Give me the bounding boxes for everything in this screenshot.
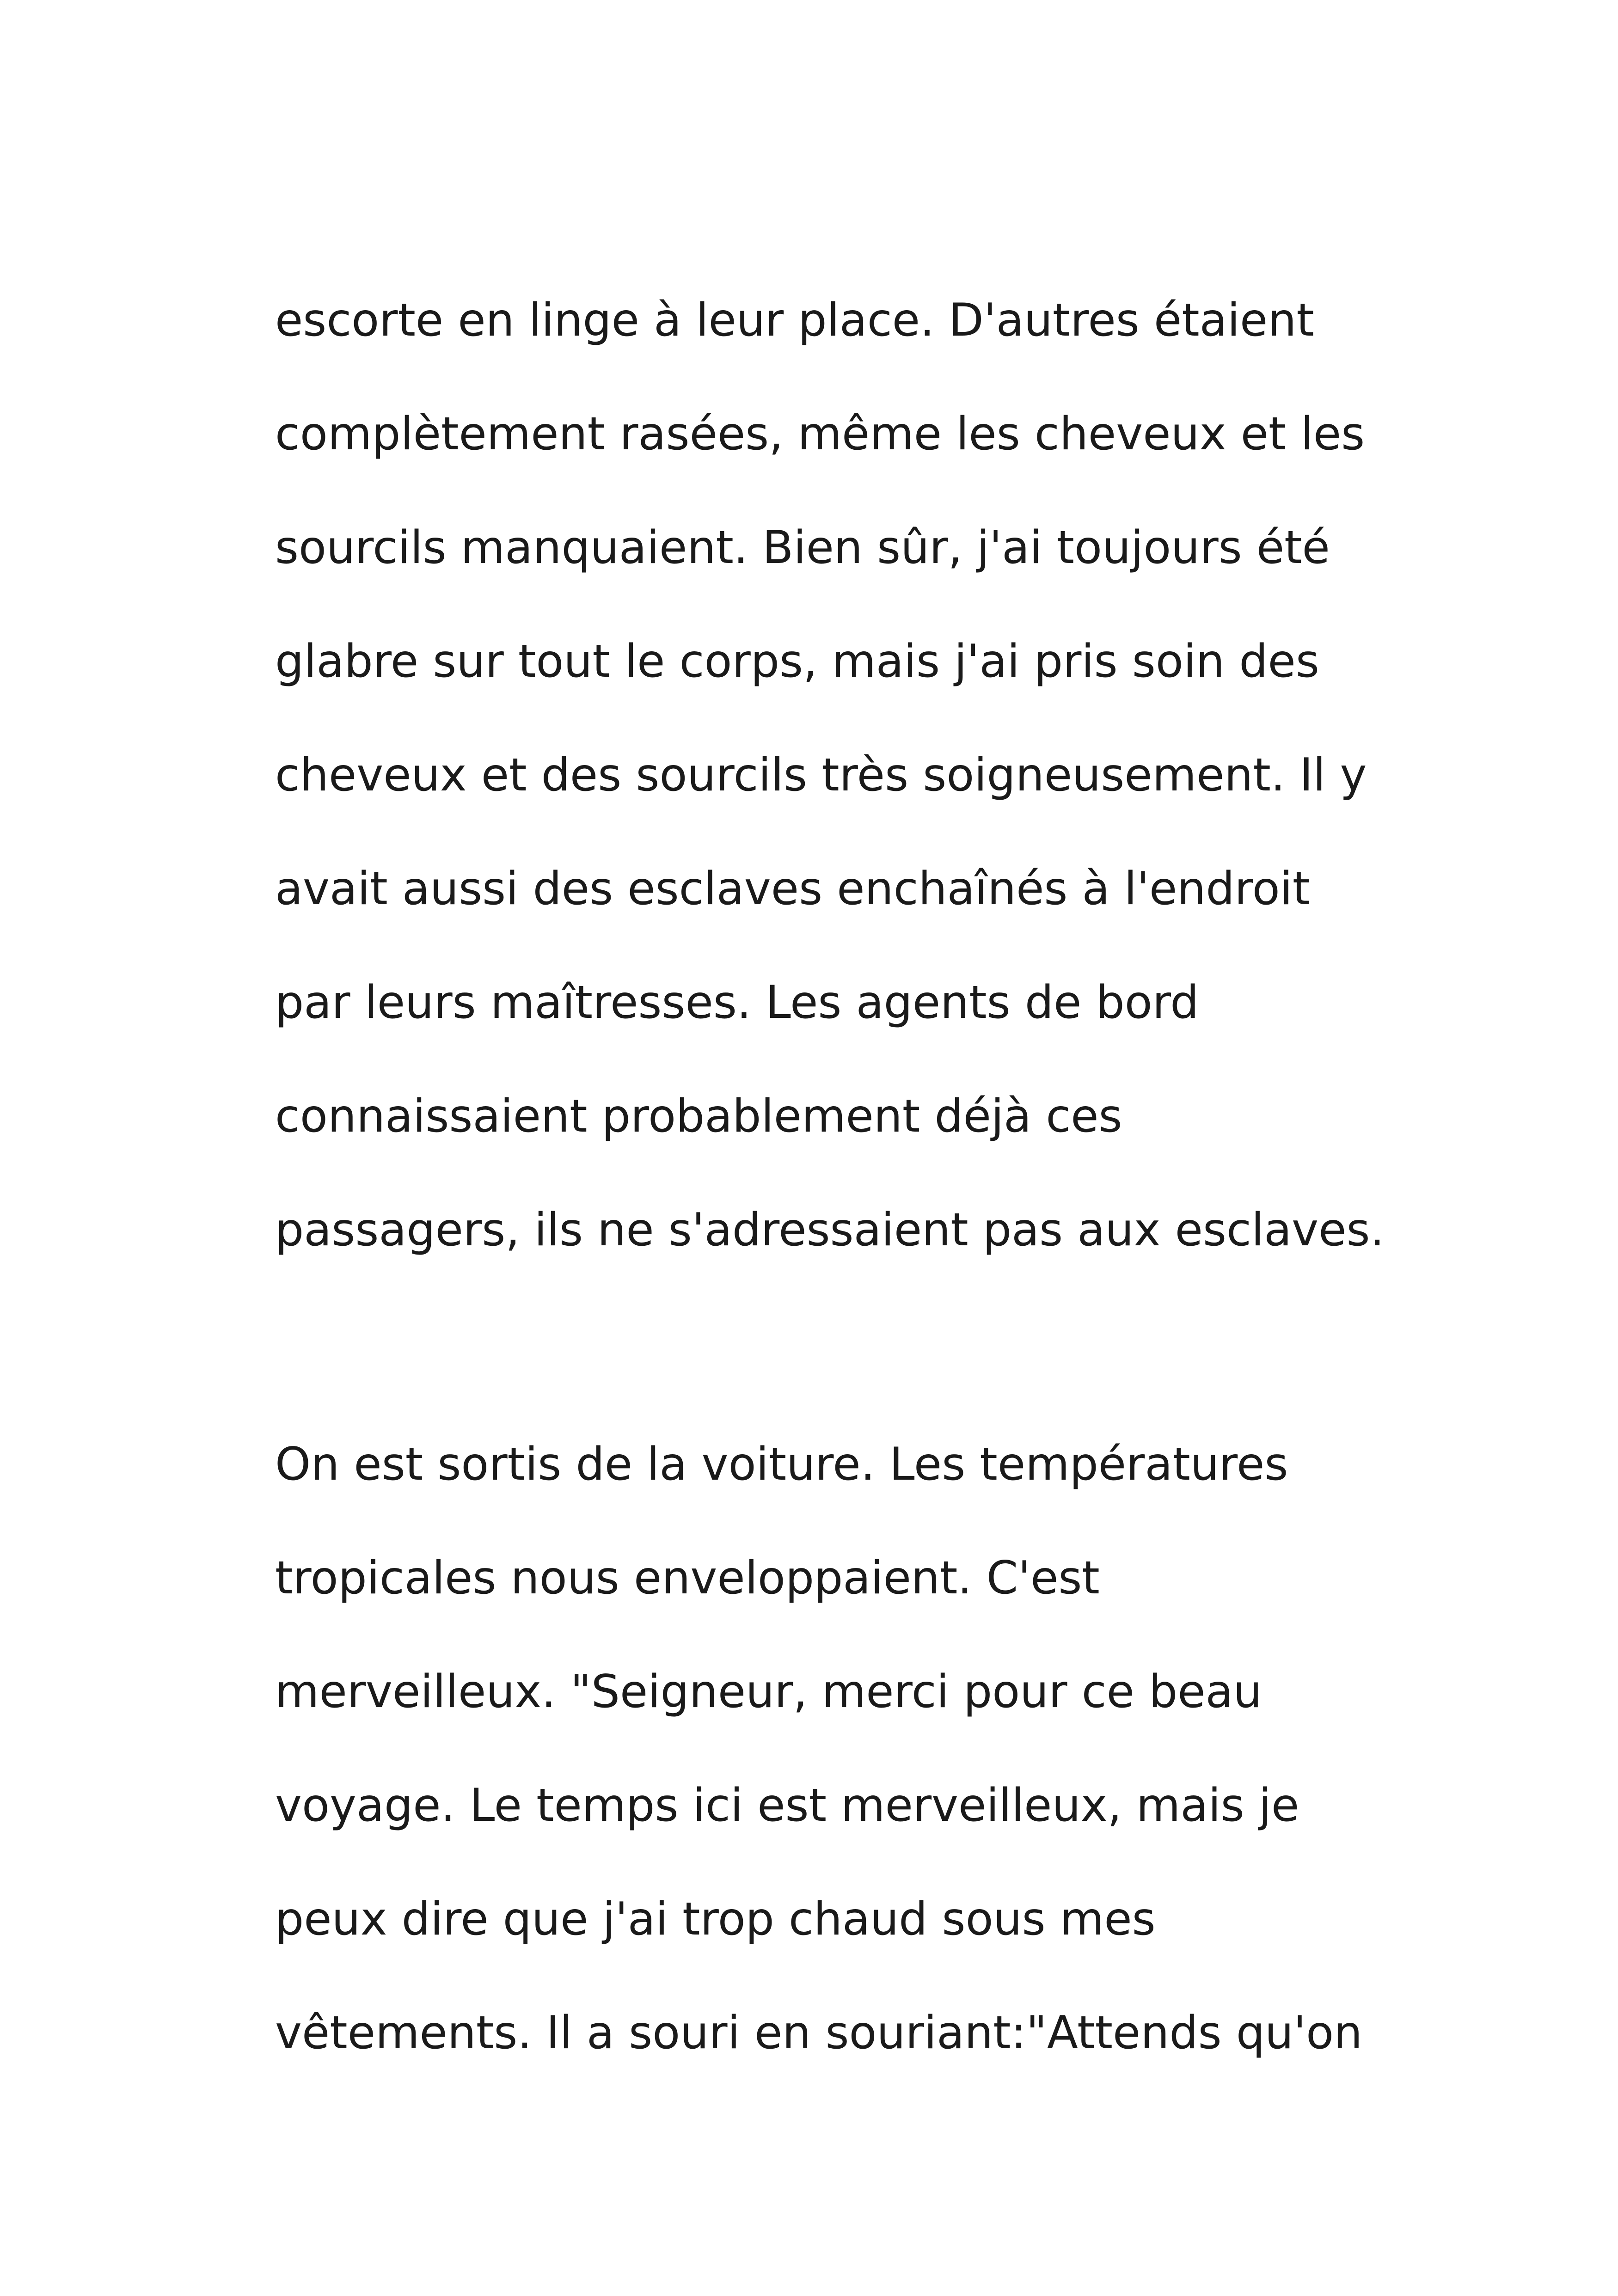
- text-line: merveilleux. "Seigneur, merci pour ce beau: [275, 1665, 1262, 1718]
- text-line: voyage. Le temps ici est merveilleux, mais je: [275, 1779, 1299, 1832]
- text-line: peux dire que j'ai trop chaud sous mes: [275, 1893, 1156, 1946]
- text-line: cheveux et des sourcils très soigneusement. Il y: [275, 749, 1367, 802]
- text-line: On est sortis de la voiture. Les températures: [275, 1438, 1288, 1491]
- paragraph-1: [275, 263, 1593, 1287]
- text-line: glabre sur tout le corps, mais j'ai pris soin des: [275, 635, 1319, 688]
- text-line: par leurs maîtresses. Les agents de bord: [275, 976, 1199, 1029]
- text-line: vêtements. Il a souri en souriant:"Attends qu'on: [275, 2007, 1363, 2059]
- paragraph-2: [275, 1408, 1593, 2090]
- text-line: sourcils manquaient. Bien sûr, j'ai toujours été: [275, 521, 1330, 574]
- text-line: tropicales nous enveloppaient. C'est: [275, 1552, 1100, 1604]
- text-line: connaissaient probablement déjà ces: [275, 1090, 1122, 1143]
- text-line: avait aussi des esclaves enchaînés à l'endroit: [275, 863, 1311, 915]
- text-line: passagers, ils ne s'adressaient pas aux esclaves.: [275, 1204, 1385, 1256]
- text-line: complètement rasées, même les cheveux et les: [275, 408, 1365, 460]
- text-line: escorte en linge à leur place. D'autres étaient: [275, 294, 1314, 347]
